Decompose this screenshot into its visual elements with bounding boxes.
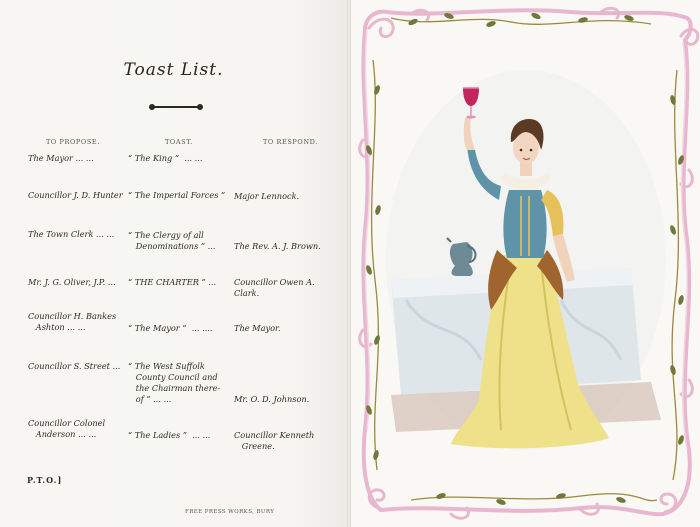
row-5-toast-line-2: the Chairman there- [128, 383, 221, 393]
row-1-toast-line-0: “ The Imperial Forces ” [128, 190, 226, 200]
row-1-propose-line-0: Councillor J. D. Hunter [28, 190, 123, 200]
row-5-toast-line-1: County Council and [128, 372, 218, 382]
row-4-propose-line-1: Ashton ... ... [28, 322, 86, 332]
row-5-respond-line-0: Mr. O. D. Johnson. [234, 394, 310, 404]
toast-list-page [0, 0, 347, 527]
row-6-respond-line-0: Councillor Kenneth [234, 430, 315, 440]
row-3-respond-line-0: Councillor Owen A. [234, 277, 315, 287]
row-3-respond-line-1: Clark. [234, 288, 260, 298]
row-3-toast-line-0: “ THE CHARTER ” ... [128, 277, 217, 287]
row-2-toast-line-0: “ The Clergy of all [128, 230, 204, 240]
row-6-propose-line-0: Councillor Colonel [28, 418, 106, 428]
row-6-respond-line-1: Greene. [234, 441, 275, 451]
row-4-propose-line-0: Councillor H. Bankes [28, 311, 117, 321]
row-1-respond-line-0: Major Lennock. [234, 191, 300, 201]
row-6-toast-line-0: “ The Ladies ” ... ... [128, 430, 211, 440]
row-5-toast-line-0: “ The West Suffolk [128, 361, 205, 371]
row-0-propose-line-0: The Mayor ... ... [28, 153, 94, 163]
row-0-toast-line-0: “ The King ” ... ... [128, 153, 203, 163]
title-divider [153, 106, 199, 108]
pto-note: P.T.O.] [27, 475, 63, 485]
row-4-respond-line-0: The Mayor. [234, 323, 281, 333]
illustration-page [351, 0, 700, 527]
row-4-toast-line-0: “ The Mayor ” ... .... [128, 323, 213, 333]
row-6-propose-line-1: Anderson ... ... [28, 429, 97, 439]
header-propose: TO PROPOSE. [46, 138, 100, 146]
printer-imprint: FREE PRESS WORKS, BURY [185, 509, 275, 515]
header-toast: TOAST. [165, 138, 193, 146]
row-2-respond-line-0: The Rev. A. J. Brown. [234, 241, 321, 251]
page-title: Toast List. [123, 60, 224, 80]
row-2-toast-line-1: Denominations ” ... [128, 241, 216, 251]
row-5-propose-line-0: Councillor S. Street ... [28, 361, 121, 371]
row-3-propose-line-0: Mr. J. G. Oliver, J.P. ... [28, 277, 116, 287]
header-respond: TO RESPOND. [263, 138, 318, 146]
row-2-propose-line-0: The Town Clerk ... ... [28, 229, 115, 239]
row-5-toast-line-3: of ” ... ... [128, 394, 172, 404]
illustration-art [351, 0, 700, 527]
